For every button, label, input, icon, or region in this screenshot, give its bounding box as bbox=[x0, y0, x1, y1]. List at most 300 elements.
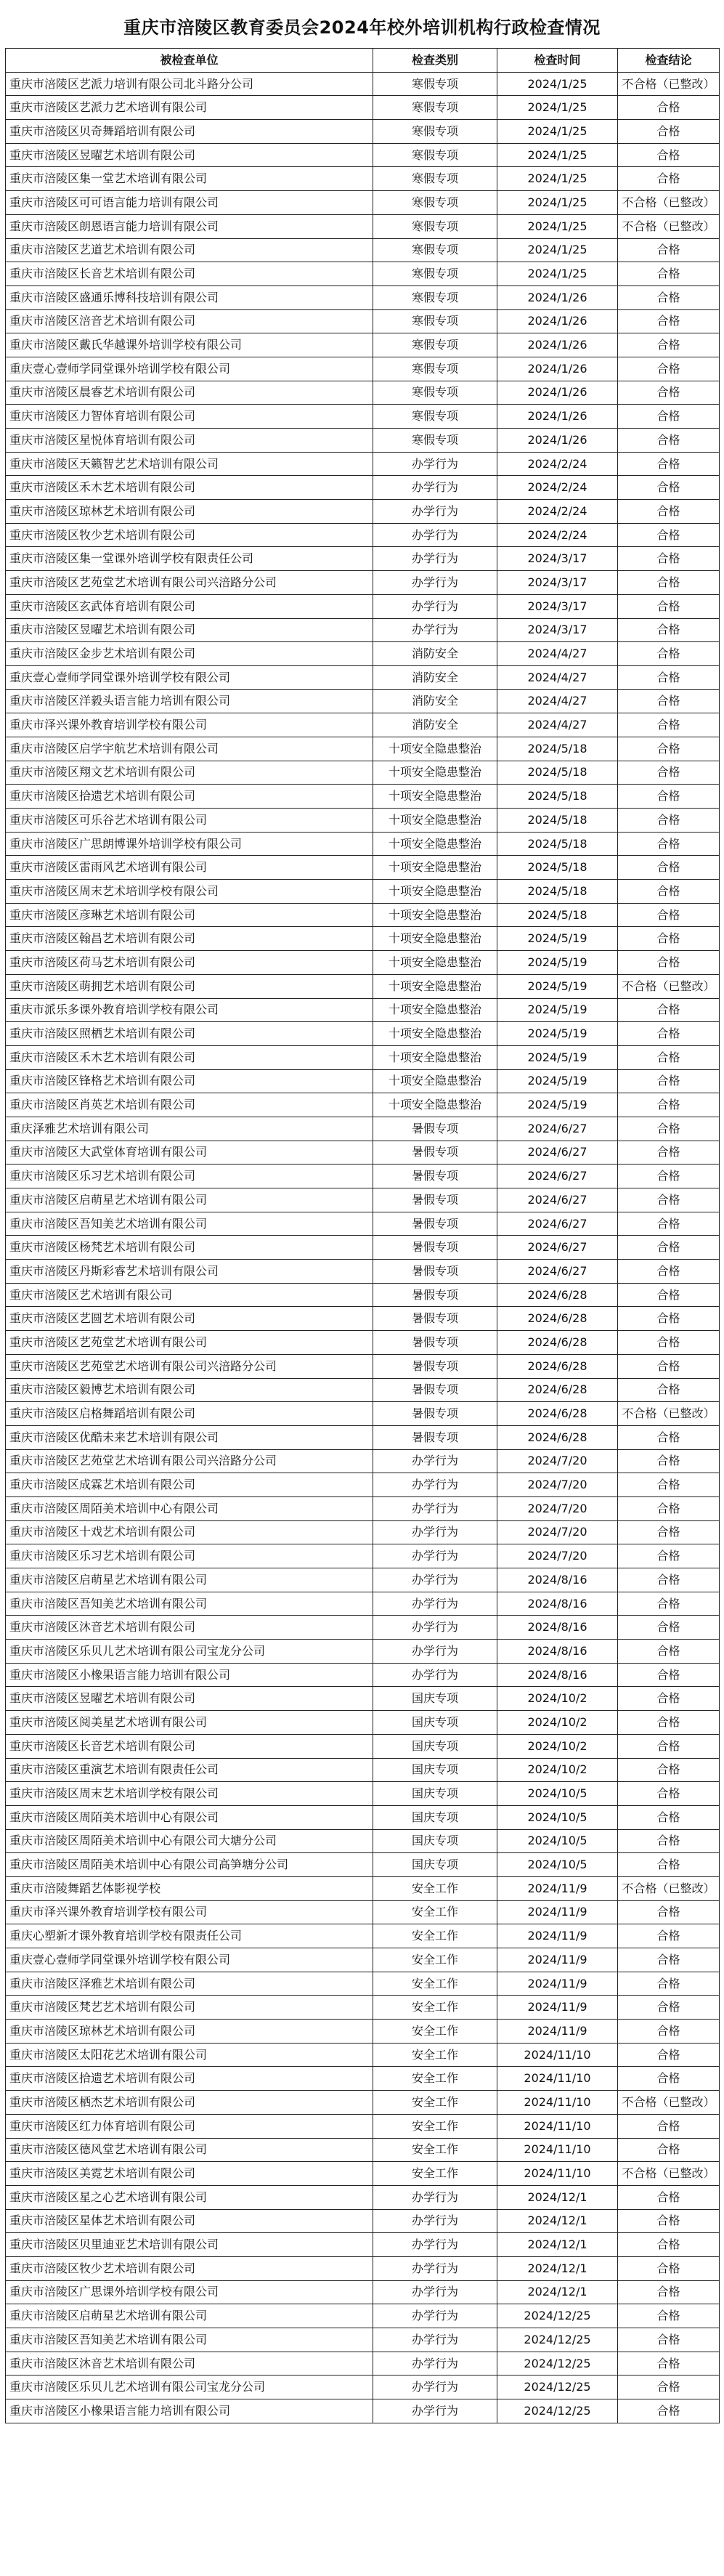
table-cell-result: 合格 bbox=[618, 476, 720, 500]
table-cell-date: 2024/8/16 bbox=[497, 1568, 618, 1592]
table-row bbox=[6, 2233, 720, 2257]
table-cell-result: 合格 bbox=[618, 1948, 720, 1972]
table-cell-result: 合格 bbox=[618, 452, 720, 476]
table-cell-category: 暑假专项 bbox=[373, 1354, 497, 1378]
table-cell-date: 2024/6/28 bbox=[497, 1283, 618, 1307]
table-cell-result: 合格 bbox=[618, 547, 720, 571]
table-row bbox=[6, 381, 720, 405]
table-cell-date: 2024/12/1 bbox=[497, 2209, 618, 2233]
table-cell-result: 合格 bbox=[618, 2280, 720, 2304]
table-cell-result: 不合格（已整改） bbox=[618, 191, 720, 215]
table-row bbox=[6, 2328, 720, 2352]
table-cell-category: 暑假专项 bbox=[373, 1402, 497, 1426]
table-cell-date: 2024/1/25 bbox=[497, 72, 618, 96]
table-row bbox=[6, 689, 720, 713]
table-cell-result: 不合格（已整改） bbox=[618, 2162, 720, 2186]
table-cell-unit: 重庆壹心壹师学同堂课外培训学校有限公司 bbox=[6, 357, 373, 381]
table-cell-category: 办学行为 bbox=[373, 2280, 497, 2304]
table-cell-unit: 重庆心塑新才课外教育培训学校有限责任公司 bbox=[6, 1924, 373, 1948]
table-cell-date: 2024/5/18 bbox=[497, 761, 618, 785]
table-cell-result: 合格 bbox=[618, 809, 720, 833]
table-cell-category: 寒假专项 bbox=[373, 429, 497, 453]
table-cell-category: 办学行为 bbox=[373, 1616, 497, 1640]
table-cell-result: 合格 bbox=[618, 238, 720, 262]
table-cell-unit: 重庆市涪陵区阅美星艺术培训有限公司 bbox=[6, 1711, 373, 1735]
table-cell-date: 2024/10/5 bbox=[497, 1805, 618, 1829]
table-cell-date: 2024/2/24 bbox=[497, 500, 618, 524]
header-row bbox=[6, 49, 720, 73]
table-cell-category: 办学行为 bbox=[373, 452, 497, 476]
table-cell-date: 2024/1/25 bbox=[497, 238, 618, 262]
table-cell-category: 寒假专项 bbox=[373, 214, 497, 238]
table-cell-category: 十项安全隐患整治 bbox=[373, 903, 497, 927]
table-cell-date: 2024/3/17 bbox=[497, 571, 618, 595]
table-cell-date: 2024/10/5 bbox=[497, 1782, 618, 1806]
table-cell-unit: 重庆市涪陵区牧少艺术培训有限公司 bbox=[6, 2256, 373, 2280]
table-cell-date: 2024/11/9 bbox=[497, 1876, 618, 1900]
table-cell-date: 2024/12/1 bbox=[497, 2185, 618, 2209]
table-cell-date: 2024/5/19 bbox=[497, 1022, 618, 1046]
table-cell-unit: 重庆市涪陵区周陌美术培训中心有限公司 bbox=[6, 1496, 373, 1520]
table-cell-category: 消防安全 bbox=[373, 689, 497, 713]
table-cell-result: 合格 bbox=[618, 1378, 720, 1402]
table-row bbox=[6, 2043, 720, 2067]
table-cell-unit: 重庆市涪陵区雷雨风艺术培训有限公司 bbox=[6, 856, 373, 880]
table-cell-unit: 重庆市涪陵区可可语言能力培训有限公司 bbox=[6, 191, 373, 215]
table-row bbox=[6, 903, 720, 927]
table-cell-category: 办学行为 bbox=[373, 2328, 497, 2352]
table-row bbox=[6, 191, 720, 215]
table-row bbox=[6, 618, 720, 642]
table-row bbox=[6, 476, 720, 500]
table-cell-date: 2024/11/10 bbox=[497, 2091, 618, 2115]
table-cell-date: 2024/8/16 bbox=[497, 1616, 618, 1640]
table-cell-date: 2024/8/16 bbox=[497, 1663, 618, 1687]
table-row bbox=[6, 1544, 720, 1568]
table-cell-category: 寒假专项 bbox=[373, 167, 497, 191]
table-cell-date: 2024/11/10 bbox=[497, 2067, 618, 2091]
table-cell-category: 暑假专项 bbox=[373, 1141, 497, 1165]
table-cell-category: 寒假专项 bbox=[373, 143, 497, 167]
table-row bbox=[6, 761, 720, 785]
table-cell-category: 寒假专项 bbox=[373, 333, 497, 357]
table-cell-date: 2024/5/18 bbox=[497, 737, 618, 761]
table-cell-date: 2024/1/26 bbox=[497, 333, 618, 357]
table-row bbox=[6, 72, 720, 96]
table-cell-date: 2024/5/19 bbox=[497, 1045, 618, 1069]
table-cell-result: 合格 bbox=[618, 1829, 720, 1853]
table-row bbox=[6, 1022, 720, 1046]
table-cell-date: 2024/1/25 bbox=[497, 214, 618, 238]
table-cell-category: 办学行为 bbox=[373, 594, 497, 618]
table-cell-unit: 重庆市涪陵区锋格艺术培训有限公司 bbox=[6, 1069, 373, 1093]
table-cell-date: 2024/8/16 bbox=[497, 1640, 618, 1664]
table-cell-category: 暑假专项 bbox=[373, 1283, 497, 1307]
table-cell-category: 办学行为 bbox=[373, 476, 497, 500]
table-cell-result: 合格 bbox=[618, 2328, 720, 2352]
table-cell-category: 国庆专项 bbox=[373, 1711, 497, 1735]
table-row bbox=[6, 238, 720, 262]
table-cell-category: 安全工作 bbox=[373, 1996, 497, 2020]
table-cell-date: 2024/1/25 bbox=[497, 143, 618, 167]
table-cell-unit: 重庆市涪陵区启学宇航艺术培训有限公司 bbox=[6, 737, 373, 761]
header-result: 检查结论 bbox=[618, 49, 720, 73]
table-cell-date: 2024/1/25 bbox=[497, 96, 618, 120]
table-cell-date: 2024/1/26 bbox=[497, 309, 618, 333]
table-cell-unit: 重庆市涪陵区广思朗博课外培训学校有限公司 bbox=[6, 832, 373, 856]
table-cell-category: 寒假专项 bbox=[373, 262, 497, 286]
table-cell-category: 暑假专项 bbox=[373, 1117, 497, 1141]
table-cell-date: 2024/12/25 bbox=[497, 2399, 618, 2423]
table-row bbox=[6, 998, 720, 1022]
table-row bbox=[6, 713, 720, 737]
table-cell-unit: 重庆市涪陵区昱曜艺术培训有限公司 bbox=[6, 618, 373, 642]
table-row bbox=[6, 1331, 720, 1355]
table-cell-result: 合格 bbox=[618, 1853, 720, 1877]
table-cell-unit: 重庆市涪陵区天籁智艺艺术培训有限公司 bbox=[6, 452, 373, 476]
table-row bbox=[6, 2162, 720, 2186]
table-row bbox=[6, 1473, 720, 1497]
table-cell-category: 寒假专项 bbox=[373, 381, 497, 405]
table-cell-date: 2024/12/1 bbox=[497, 2280, 618, 2304]
table-cell-unit: 重庆市涪陵区盛通乐博科技培训有限公司 bbox=[6, 285, 373, 309]
table-cell-result: 合格 bbox=[618, 689, 720, 713]
table-cell-category: 办学行为 bbox=[373, 2233, 497, 2257]
table-cell-unit: 重庆市涪陵区艺术培训有限公司 bbox=[6, 1283, 373, 1307]
table-row bbox=[6, 951, 720, 975]
table-row bbox=[6, 665, 720, 689]
table-cell-unit: 重庆市涪陵区太阳花艺术培训有限公司 bbox=[6, 2043, 373, 2067]
table-row bbox=[6, 1449, 720, 1473]
table-row bbox=[6, 1378, 720, 1402]
table-cell-result: 合格 bbox=[618, 2209, 720, 2233]
table-cell-unit: 重庆市涪陵区启萌星艺术培训有限公司 bbox=[6, 1568, 373, 1592]
table-cell-date: 2024/6/27 bbox=[497, 1188, 618, 1212]
table-cell-category: 消防安全 bbox=[373, 642, 497, 666]
table-cell-category: 国庆专项 bbox=[373, 1829, 497, 1853]
table-row bbox=[6, 1236, 720, 1260]
table-cell-unit: 重庆市涪陵区乐习艺术培训有限公司 bbox=[6, 1165, 373, 1188]
table-cell-unit: 重庆市涪陵区艺苑堂艺术培训有限公司兴涪路分公司 bbox=[6, 571, 373, 595]
table-cell-category: 办学行为 bbox=[373, 2256, 497, 2280]
table-cell-unit: 重庆市涪陵区集一堂课外培训学校有限责任公司 bbox=[6, 547, 373, 571]
header-unit: 被检查单位 bbox=[6, 49, 373, 73]
table-cell-category: 安全工作 bbox=[373, 2067, 497, 2091]
table-cell-category: 办学行为 bbox=[373, 2185, 497, 2209]
table-row bbox=[6, 1853, 720, 1877]
table-cell-date: 2024/5/18 bbox=[497, 903, 618, 927]
table-cell-unit: 重庆市涪陵区吾知美艺术培训有限公司 bbox=[6, 1592, 373, 1616]
table-cell-category: 暑假专项 bbox=[373, 1212, 497, 1236]
table-row bbox=[6, 1924, 720, 1948]
table-cell-result: 合格 bbox=[618, 96, 720, 120]
table-cell-result: 合格 bbox=[618, 951, 720, 975]
table-cell-date: 2024/1/25 bbox=[497, 167, 618, 191]
table-cell-unit: 重庆市涪陵区琼林艺术培训有限公司 bbox=[6, 500, 373, 524]
table-cell-unit: 重庆市涪陵区乐习艺术培训有限公司 bbox=[6, 1544, 373, 1568]
table-cell-date: 2024/6/28 bbox=[497, 1307, 618, 1331]
table-cell-result: 合格 bbox=[618, 2256, 720, 2280]
table-cell-result: 合格 bbox=[618, 2375, 720, 2399]
table-row bbox=[6, 547, 720, 571]
table-cell-date: 2024/12/1 bbox=[497, 2256, 618, 2280]
table-row bbox=[6, 1900, 720, 1924]
table-cell-result: 合格 bbox=[618, 1188, 720, 1212]
table-cell-date: 2024/5/19 bbox=[497, 1069, 618, 1093]
table-row bbox=[6, 214, 720, 238]
table-cell-unit: 重庆市涪陵区贝奇舞蹈培训有限公司 bbox=[6, 120, 373, 144]
table-cell-category: 暑假专项 bbox=[373, 1260, 497, 1284]
table-cell-category: 十项安全隐患整治 bbox=[373, 1045, 497, 1069]
table-row bbox=[6, 737, 720, 761]
table-cell-unit: 重庆市涪陵区翔文艺术培训有限公司 bbox=[6, 761, 373, 785]
table-cell-category: 安全工作 bbox=[373, 2138, 497, 2162]
table-cell-result: 合格 bbox=[618, 2352, 720, 2375]
table-cell-unit: 重庆市派乐多课外教育培训学校有限公司 bbox=[6, 998, 373, 1022]
table-cell-category: 安全工作 bbox=[373, 1876, 497, 1900]
table-cell-date: 2024/10/5 bbox=[497, 1853, 618, 1877]
table-cell-result: 合格 bbox=[618, 2399, 720, 2423]
table-cell-result: 不合格（已整改） bbox=[618, 214, 720, 238]
table-cell-date: 2024/4/27 bbox=[497, 689, 618, 713]
table-row bbox=[6, 1734, 720, 1758]
table-row bbox=[6, 1141, 720, 1165]
table-cell-result: 合格 bbox=[618, 571, 720, 595]
table-cell-date: 2024/1/26 bbox=[497, 405, 618, 429]
table-cell-date: 2024/5/18 bbox=[497, 809, 618, 833]
table-row bbox=[6, 856, 720, 880]
table-row bbox=[6, 1805, 720, 1829]
table-row bbox=[6, 1568, 720, 1592]
table-cell-category: 国庆专项 bbox=[373, 1734, 497, 1758]
table-row bbox=[6, 1829, 720, 1853]
table-row bbox=[6, 642, 720, 666]
table-cell-date: 2024/3/17 bbox=[497, 547, 618, 571]
table-cell-category: 寒假专项 bbox=[373, 357, 497, 381]
table-row bbox=[6, 809, 720, 833]
table-cell-category: 办学行为 bbox=[373, 571, 497, 595]
table-cell-category: 办学行为 bbox=[373, 1640, 497, 1664]
table-cell-result: 合格 bbox=[618, 761, 720, 785]
table-cell-category: 办学行为 bbox=[373, 547, 497, 571]
table-row bbox=[6, 1117, 720, 1141]
table-cell-date: 2024/12/25 bbox=[497, 2352, 618, 2375]
table-cell-category: 暑假专项 bbox=[373, 1188, 497, 1212]
table-cell-unit: 重庆市泽兴课外教育培训学校有限公司 bbox=[6, 1900, 373, 1924]
table-cell-result: 合格 bbox=[618, 2233, 720, 2257]
table-cell-date: 2024/10/2 bbox=[497, 1687, 618, 1711]
table-cell-date: 2024/11/9 bbox=[497, 1948, 618, 1972]
table-cell-date: 2024/3/17 bbox=[497, 618, 618, 642]
table-cell-result: 合格 bbox=[618, 1307, 720, 1331]
table-cell-unit: 重庆市涪陵舞蹈艺体影视学校 bbox=[6, 1876, 373, 1900]
table-cell-date: 2024/5/18 bbox=[497, 832, 618, 856]
table-cell-unit: 重庆市涪陵区成霖艺术培训有限公司 bbox=[6, 1473, 373, 1497]
table-cell-unit: 重庆市涪陵区美霓艺术培训有限公司 bbox=[6, 2162, 373, 2186]
table-row bbox=[6, 594, 720, 618]
table-cell-date: 2024/10/2 bbox=[497, 1758, 618, 1782]
table-row bbox=[6, 2209, 720, 2233]
table-cell-unit: 重庆市涪陵区重演艺术培训有限责任公司 bbox=[6, 1758, 373, 1782]
table-row bbox=[6, 1069, 720, 1093]
table-cell-result: 合格 bbox=[618, 1996, 720, 2020]
table-cell-date: 2024/5/19 bbox=[497, 927, 618, 951]
table-cell-date: 2024/8/16 bbox=[497, 1592, 618, 1616]
table-cell-unit: 重庆市涪陵区力智体育培训有限公司 bbox=[6, 405, 373, 429]
table-row bbox=[6, 1520, 720, 1544]
table-cell-category: 十项安全隐患整治 bbox=[373, 1093, 497, 1117]
table-cell-date: 2024/6/27 bbox=[497, 1212, 618, 1236]
table-cell-unit: 重庆市泽兴课外教育培训学校有限公司 bbox=[6, 713, 373, 737]
table-cell-unit: 重庆市涪陵区拾遗艺术培训有限公司 bbox=[6, 2067, 373, 2091]
table-cell-unit: 重庆市涪陵区周末艺术培训学校有限公司 bbox=[6, 880, 373, 904]
table-cell-date: 2024/7/20 bbox=[497, 1496, 618, 1520]
table-cell-result: 合格 bbox=[618, 880, 720, 904]
table-cell-result: 合格 bbox=[618, 1711, 720, 1735]
table-cell-result: 合格 bbox=[618, 1354, 720, 1378]
table-cell-result: 合格 bbox=[618, 2114, 720, 2138]
table-cell-result: 合格 bbox=[618, 1782, 720, 1806]
table-cell-category: 十项安全隐患整治 bbox=[373, 927, 497, 951]
table-cell-date: 2024/6/27 bbox=[497, 1165, 618, 1188]
table-row bbox=[6, 2067, 720, 2091]
table-cell-result: 合格 bbox=[618, 856, 720, 880]
table-cell-unit: 重庆市涪陵区星之心艺术培训有限公司 bbox=[6, 2185, 373, 2209]
table-cell-date: 2024/6/28 bbox=[497, 1425, 618, 1449]
table-row bbox=[6, 333, 720, 357]
table-row bbox=[6, 2352, 720, 2375]
table-cell-result: 合格 bbox=[618, 665, 720, 689]
table-cell-unit: 重庆市涪陵区艺派力培训有限公司北斗路分公司 bbox=[6, 72, 373, 96]
table-cell-category: 安全工作 bbox=[373, 1924, 497, 1948]
table-cell-category: 十项安全隐患整治 bbox=[373, 856, 497, 880]
table-cell-category: 安全工作 bbox=[373, 2091, 497, 2115]
table-row bbox=[6, 1354, 720, 1378]
table-cell-unit: 重庆市涪陵区优酷未来艺术培训有限公司 bbox=[6, 1425, 373, 1449]
table-row bbox=[6, 1782, 720, 1806]
table-cell-result: 合格 bbox=[618, 1805, 720, 1829]
table-cell-date: 2024/11/10 bbox=[497, 2138, 618, 2162]
table-cell-result: 合格 bbox=[618, 120, 720, 144]
table-cell-unit: 重庆市涪陵区星悦体育培训有限公司 bbox=[6, 429, 373, 453]
table-cell-date: 2024/12/25 bbox=[497, 2328, 618, 2352]
table-cell-category: 十项安全隐患整治 bbox=[373, 951, 497, 975]
table-cell-result: 不合格（已整改） bbox=[618, 974, 720, 998]
table-cell-category: 十项安全隐患整治 bbox=[373, 1022, 497, 1046]
table-cell-date: 2024/6/27 bbox=[497, 1141, 618, 1165]
table-cell-result: 不合格（已整改） bbox=[618, 1876, 720, 1900]
table-row bbox=[6, 1758, 720, 1782]
table-cell-unit: 重庆壹心壹师学同堂课外培训学校有限公司 bbox=[6, 1948, 373, 1972]
table-cell-result: 合格 bbox=[618, 2185, 720, 2209]
table-cell-result: 合格 bbox=[618, 1496, 720, 1520]
table-row bbox=[6, 523, 720, 547]
table-cell-result: 合格 bbox=[618, 143, 720, 167]
table-row bbox=[6, 974, 720, 998]
table-cell-category: 国庆专项 bbox=[373, 1687, 497, 1711]
table-row bbox=[6, 309, 720, 333]
table-cell-result: 合格 bbox=[618, 1520, 720, 1544]
table-cell-unit: 重庆市涪陵区小橡果语言能力培训有限公司 bbox=[6, 2399, 373, 2423]
table-cell-date: 2024/11/10 bbox=[497, 2162, 618, 2186]
table-cell-unit: 重庆市涪陵区小橡果语言能力培训有限公司 bbox=[6, 1663, 373, 1687]
table-cell-category: 十项安全隐患整治 bbox=[373, 809, 497, 833]
table-cell-date: 2024/7/20 bbox=[497, 1473, 618, 1497]
table-cell-result: 合格 bbox=[618, 333, 720, 357]
header-category: 检查类别 bbox=[373, 49, 497, 73]
table-row bbox=[6, 1972, 720, 1996]
table-cell-unit: 重庆市涪陵区大武堂体育培训有限公司 bbox=[6, 1141, 373, 1165]
table-cell-date: 2024/11/9 bbox=[497, 1996, 618, 2020]
table-cell-result: 合格 bbox=[618, 523, 720, 547]
table-cell-date: 2024/1/26 bbox=[497, 357, 618, 381]
table-cell-category: 办学行为 bbox=[373, 523, 497, 547]
table-row bbox=[6, 500, 720, 524]
table-cell-unit: 重庆市涪陵区艺苑堂艺术培训有限公司兴涪路分公司 bbox=[6, 1449, 373, 1473]
table-cell-unit: 重庆市涪陵区可乐谷艺术培训有限公司 bbox=[6, 809, 373, 833]
table-cell-unit: 重庆市涪陵区长音艺术培训有限公司 bbox=[6, 262, 373, 286]
table-cell-unit: 重庆市涪陵区萌拥艺术培训有限公司 bbox=[6, 974, 373, 998]
table-cell-category: 寒假专项 bbox=[373, 72, 497, 96]
table-cell-date: 2024/2/24 bbox=[497, 452, 618, 476]
table-cell-unit: 重庆市涪陵区丹斯彩睿艺术培训有限公司 bbox=[6, 1260, 373, 1284]
table-cell-unit: 重庆市涪陵区艺苑堂艺术培训有限公司兴涪路分公司 bbox=[6, 1354, 373, 1378]
table-cell-result: 合格 bbox=[618, 1568, 720, 1592]
table-cell-unit: 重庆市涪陵区禾木艺术培训有限公司 bbox=[6, 1045, 373, 1069]
table-cell-unit: 重庆市涪陵区戴氏华越课外培训学校有限公司 bbox=[6, 333, 373, 357]
table-cell-date: 2024/11/9 bbox=[497, 1900, 618, 1924]
table-cell-result: 合格 bbox=[618, 1734, 720, 1758]
table-cell-unit: 重庆市涪陵区毅博艺术培训有限公司 bbox=[6, 1378, 373, 1402]
table-cell-result: 合格 bbox=[618, 429, 720, 453]
table-cell-result: 合格 bbox=[618, 1283, 720, 1307]
table-cell-unit: 重庆市涪陵区红力体育培训有限公司 bbox=[6, 2114, 373, 2138]
table-cell-category: 安全工作 bbox=[373, 1948, 497, 1972]
table-row bbox=[6, 2304, 720, 2328]
table-cell-date: 2024/6/28 bbox=[497, 1331, 618, 1355]
table-cell-result: 合格 bbox=[618, 618, 720, 642]
table-cell-category: 暑假专项 bbox=[373, 1165, 497, 1188]
table-cell-unit: 重庆市涪陵区拾遗艺术培训有限公司 bbox=[6, 785, 373, 809]
table-cell-date: 2024/5/18 bbox=[497, 856, 618, 880]
table-cell-date: 2024/2/24 bbox=[497, 523, 618, 547]
table-cell-date: 2024/12/25 bbox=[497, 2304, 618, 2328]
table-cell-unit: 重庆市涪陵区昱曜艺术培训有限公司 bbox=[6, 143, 373, 167]
table-cell-unit: 重庆市涪陵区周陌美术培训中心有限公司大塘分公司 bbox=[6, 1829, 373, 1853]
table-cell-category: 国庆专项 bbox=[373, 1853, 497, 1877]
table-row bbox=[6, 1640, 720, 1664]
table-cell-unit: 重庆市涪陵区朗恩语言能力培训有限公司 bbox=[6, 214, 373, 238]
table-cell-date: 2024/10/5 bbox=[497, 1829, 618, 1853]
table-cell-result: 合格 bbox=[618, 167, 720, 191]
table-cell-result: 合格 bbox=[618, 1117, 720, 1141]
table-cell-result: 合格 bbox=[618, 713, 720, 737]
table-row bbox=[6, 785, 720, 809]
table-cell-category: 办学行为 bbox=[373, 2399, 497, 2423]
table-cell-unit: 重庆市涪陵区涪音艺术培训有限公司 bbox=[6, 309, 373, 333]
table-cell-result: 合格 bbox=[618, 1900, 720, 1924]
table-row bbox=[6, 1496, 720, 1520]
table-cell-result: 合格 bbox=[618, 500, 720, 524]
table-cell-category: 办学行为 bbox=[373, 1520, 497, 1544]
table-cell-category: 寒假专项 bbox=[373, 405, 497, 429]
table-cell-unit: 重庆市涪陵区星体艺术培训有限公司 bbox=[6, 2209, 373, 2233]
table-cell-category: 办学行为 bbox=[373, 1473, 497, 1497]
table-cell-category: 国庆专项 bbox=[373, 1805, 497, 1829]
table-cell-unit: 重庆市涪陵区艺道艺术培训有限公司 bbox=[6, 238, 373, 262]
table-cell-result: 合格 bbox=[618, 2138, 720, 2162]
table-cell-unit: 重庆市涪陵区荷马艺术培训有限公司 bbox=[6, 951, 373, 975]
